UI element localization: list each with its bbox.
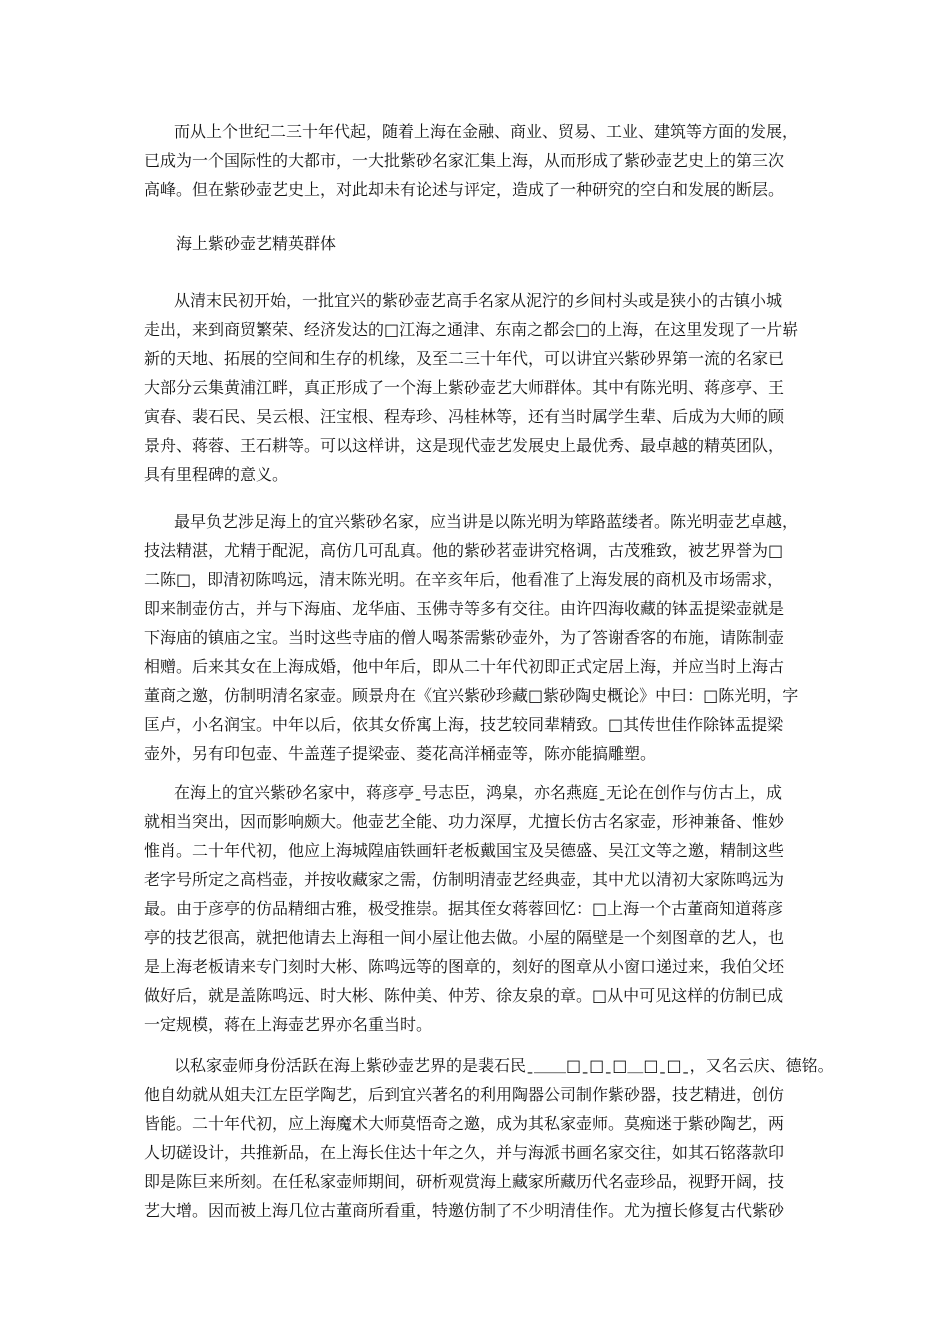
text-line: 人切磋设计，共推新品，在上海长住达十年之久，并与海派书画名家交往，如其石铭落款印: [144, 1143, 785, 1162]
text-line: 是上海老板请来专门刻时大彬、陈鸣远等的图章的，刻好的图章从小窗口递过来，我伯父坯: [144, 957, 785, 976]
text-line: 皆能。二十年代初，应上海魔术大师莫悟奇之邀，成为其私家壶师。莫痴迷于紫砂陶艺，两: [144, 1114, 785, 1133]
text-line: 从清末民初开始，一批宜兴的紫砂壶艺高手名家从泥泞的乡间村头或是狭小的古镇小城: [174, 291, 783, 310]
text-line: 匡卢，小名润宝。中年以后，依其女侨寓上海，技艺较同辈精致。□其传世佳作除钵盂提梁: [144, 715, 784, 734]
text-line: 即是陈巨来所刻。在任私家壶师期间，研析观赏海上藏家所藏历代名壶珍品，视野开阔，技: [144, 1172, 785, 1191]
text-line: 相赠。后来其女在上海成婚，他中年后，即从二十年代初即正式定居上海，并应当时上海古: [144, 657, 785, 676]
text-line: 壶外，另有印包壶、牛盖莲子提梁壶、菱花高洋桶壶等，陈亦能搞雕塑。: [144, 744, 657, 763]
text-line: 一定规模，蒋在上海壶艺界亦名重当时。: [144, 1015, 433, 1034]
text-line: 董商之邀，仿制明清名家壶。顾景舟在《宜兴紫砂珍藏□紫砂陶史概论》中曰：□陈光明，字: [144, 686, 799, 705]
text-line: 即来制壶仿古，并与下海庙、龙华庙、玉佛寺等多有交往。由许四海收藏的钵盂提梁壶就是: [144, 599, 785, 618]
paragraph-5: [144, 1051, 834, 1225]
text-line: 下海庙的镇庙之宝。当时这些寺庙的僧人喝茶需紫砂壶外，为了答谢香客的布施，请陈制壶: [144, 628, 785, 647]
text-line: 寅春、裴石民、吴云根、汪宝根、程寿珍、冯桂林等，还有当时属学生辈、后成为大师的顾: [144, 407, 785, 426]
text-line: 就相当突出，因而影响颇大。他壶艺全能、功力深厚，尤擅长仿古名家壶，形神兼备、惟妙: [144, 812, 785, 831]
text-line: 而从上个世纪二三十年代起，随着上海在金融、商业、贸易、工业、建筑等方面的发展，: [174, 122, 799, 141]
text-line: 二陈□，即清初陈鸣远，清末陈光明。在辛亥年后，他看准了上海发展的商机及市场需求，: [144, 570, 784, 589]
text-line: 做好后，就是盖陈鸣远、时大彬、陈仲美、仲芳、徐友泉的章。□从中可见这样的仿制已成: [144, 986, 784, 1005]
text-line: 在海上的宜兴紫砂名家中，蒋彦亭ˍ号志臣，鸿臬，亦名燕庭ˍ无论在创作与仿古上，成: [174, 783, 783, 802]
text-line: 以私家壶师身份活跃在海上紫砂壶艺界的是裴石民ˍ＿＿□ˍ□ˍ□＿□ˍ□ˍ，又名云庆、德铭。: [174, 1056, 834, 1075]
text-line: 亭的技艺很高，就把他请去上海租一间小屋让他去做。小屋的隔壁是一个刻图章的艺人，也: [144, 928, 785, 947]
text-line: 景舟、蒋蓉、王石耕等。可以这样讲，这是现代壶艺发展史上最优秀、最卓越的精英团队，: [144, 436, 785, 455]
paragraph-2: [144, 286, 809, 489]
text-line: 惟肖。二十年代初，他应上海城隍庙铁画轩老板戴国宝及吴德盛、吴江文等之邀，精制这些: [144, 841, 785, 860]
text-line: 艺大增。因而被上海几位古董商所看重，特邀仿制了不少明清佳作。尤为擅长修复古代紫砂: [144, 1201, 785, 1220]
text-line: 新的天地、拓展的空间和生存的机缘，及至二三十年代，可以讲宜兴紫砂界第一流的名家已: [144, 349, 785, 368]
text-line: 他自幼就从姐夫江左臣学陶艺，后到宜兴著名的利用陶器公司制作紫砂器，技艺精进，创仿: [144, 1085, 785, 1104]
text-line: 具有里程碑的意义。: [144, 465, 289, 484]
text-line: 技法精湛，尤精于配泥，高仿几可乱真。他的紫砂茗壶讲究格调，古茂雅致，被艺界誉为□: [144, 541, 784, 560]
section-heading: 海上紫砂壶艺精英群体: [176, 234, 337, 253]
text-line: 高峰。但在紫砂壶艺史上，对此却未有论述与评定，造成了一种研究的空白和发展的断层。: [144, 180, 785, 199]
paragraph-3: [144, 507, 809, 768]
text-line: 走出，来到商贸繁荣、经济发达的□江海之通津、东南之都会□的上海，在这里发现了一片崭: [144, 320, 799, 339]
text-line: 老字号所定之高档壶，并按收藏家之需，仿制明清壶艺经典壶，其中尤以清初大家陈鸣远为: [144, 870, 785, 889]
paragraph-1: [144, 117, 809, 204]
text-line: 最早负艺涉足海上的宜兴紫砂名家，应当讲是以陈光明为筚路蓝缕者。陈光明壶艺卓越，: [174, 512, 799, 531]
text-line: 已成为一个国际性的大都市，一大批紫砂名家汇集上海，从而形成了紫砂壶艺史上的第三次: [144, 151, 785, 170]
paragraph-4: [144, 778, 809, 1039]
text-line: 最。由于彦亭的仿品精细古雅，极受推崇。据其侄女蒋蓉回忆：□上海一个古董商知道蒋彦: [144, 899, 784, 918]
text-line: 大部分云集黄浦江畔，真正形成了一个海上紫砂壶艺大师群体。其中有陈光明、蒋彦亭、王: [144, 378, 785, 397]
